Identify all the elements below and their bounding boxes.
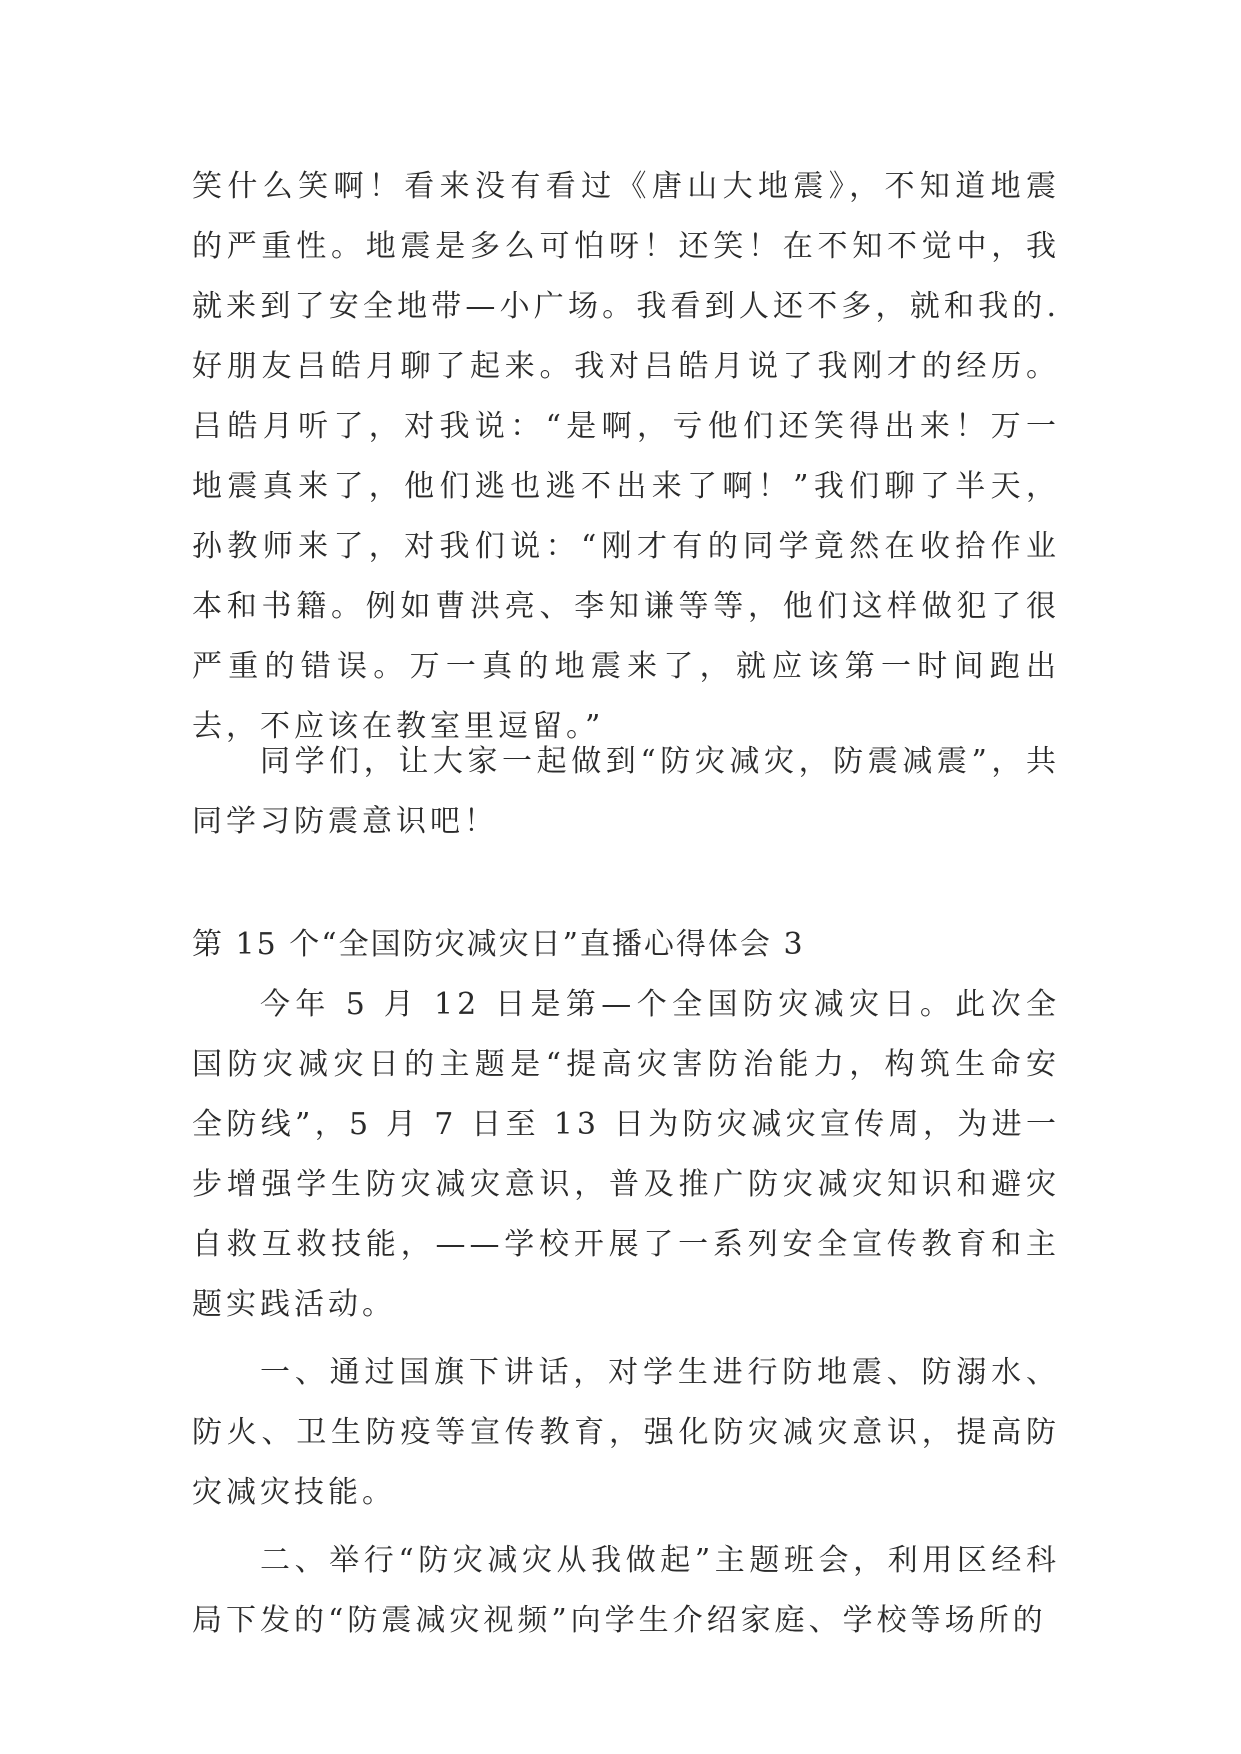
closing-text — [192, 732, 1060, 852]
body-paragraph-point-2: 二、举行“防灾减灾从我做起”主题班会，利用区经科局下发的“防震减灾视频”向学生介绍家庭、学校等场所的 — [192, 1543, 1060, 1638]
section-title: 第 15 个“全国防灾减灾日”直播心得体会 3 — [192, 927, 805, 962]
story-paragraph: 笑什么笑啊！看来没有看过《唐山大地震》，不知道地震的严重性。地震是多么可怕呀！还笑！在不知不觉中，我就来到了安全地带—小广场。我看到人还不多，就和我的.好朋友吕皓月聊了起来。我对吕皓月说了我刚才的经历。吕皓月听了，对我说：“是啊，亏他们还笑得出来！万一地震真来了，他们逃也逃不出来了啊！”我们聊了半天，孙教师来了，对我们说：“刚才有的同学竟然在收拾作业本和书籍。例如曹洪亮、李知谦等等，他们这样做犯了很严重的错误。万一真的地震来了，就应该第一时间跑出去，不应该在教室里逗留。” — [192, 169, 1060, 744]
section-body — [192, 975, 1060, 1651]
body-paragraph-intro: 今年 5 月 12 日是第—个全国防灾减灾日。此次全国防灾减灾日的主题是“提高灾害防治能力，构筑生命安全防线”，5 月 7 日至 13 日为防灾减灾宣传周，为进一步增强学生防灾减灾意识，普及推广防灾减灾知识和避灾自救互救技能，——学校开展了一系列安全宣传教育和主题实践活动。 — [192, 987, 1060, 1322]
closing-paragraph: 同学们，让大家一起做到“防灾减灾，防震减震”，共同学习防震意识吧！ — [192, 744, 1060, 839]
continued-story-text — [192, 157, 1060, 757]
body-paragraph-point-1: 一、通过国旗下讲话，对学生进行防地震、防溺水、防火、卫生防疫等宣传教育，强化防灾减灾意识，提高防灾减灾技能。 — [192, 1355, 1060, 1510]
